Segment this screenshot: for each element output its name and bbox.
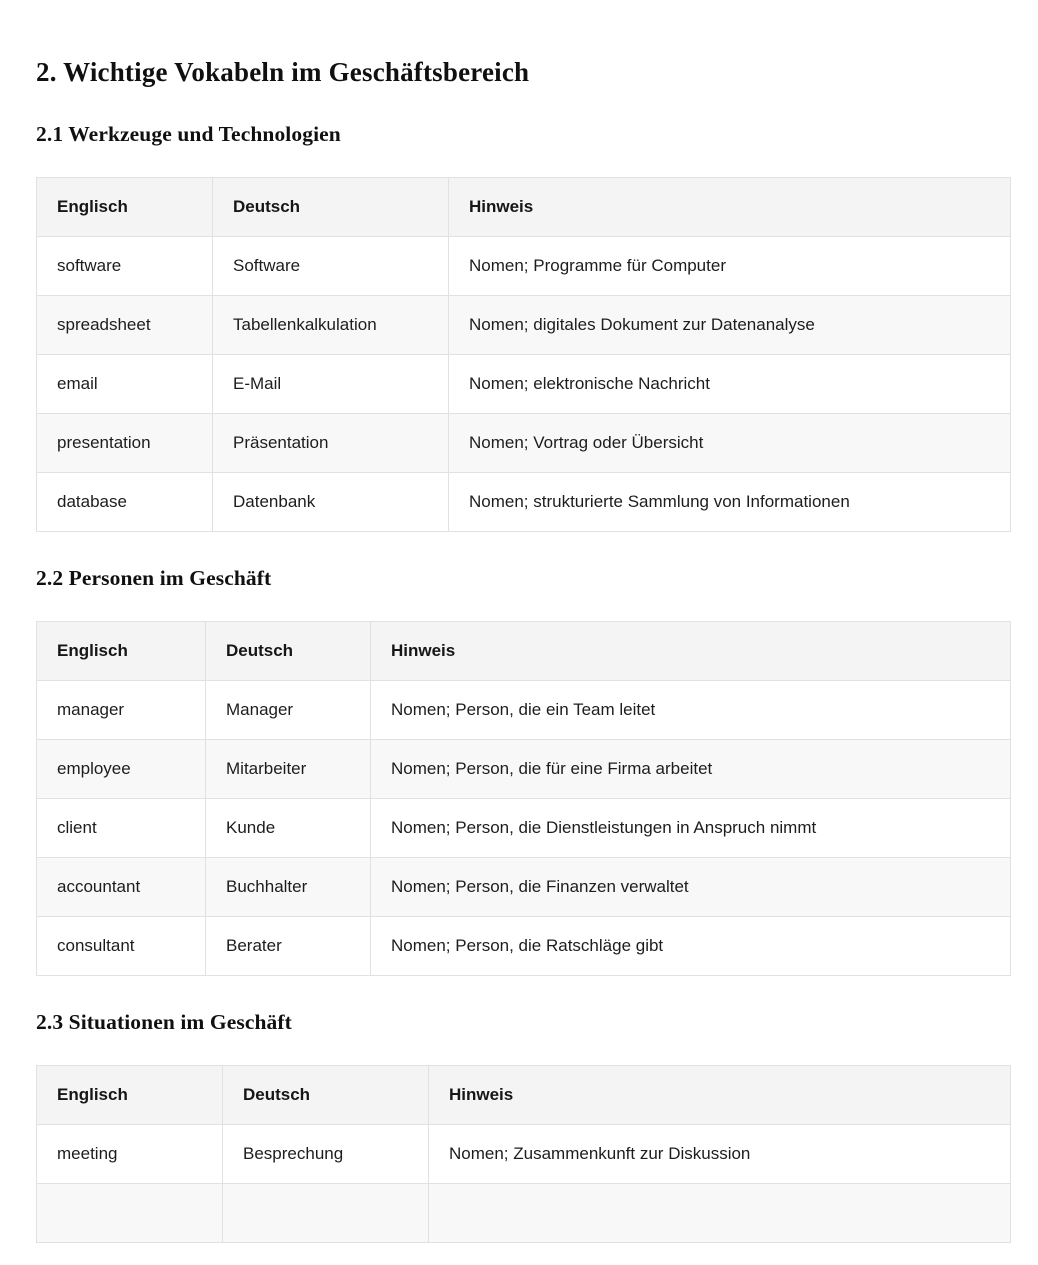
cell-englisch: email [37,355,213,414]
section-situations [36,1010,1010,1243]
cell-hinweis: Nomen; Programme für Computer [449,237,1011,296]
cell-deutsch: Tabellenkalkulation [213,296,449,355]
cell-empty [223,1184,429,1243]
cell-englisch: accountant [37,858,206,917]
table-row [37,473,1011,532]
cell-englisch: software [37,237,213,296]
column-header-englisch: Englisch [37,178,213,237]
cell-deutsch: Besprechung [223,1125,429,1184]
cell-hinweis: Nomen; Zusammenkunft zur Diskussion [429,1125,1011,1184]
table-row-partial [37,1184,1011,1243]
column-header-hinweis: Hinweis [449,178,1011,237]
table-row [37,799,1011,858]
section-heading-situations: 2.3 Situationen im Geschäft [36,1010,292,1035]
table-row [37,296,1011,355]
cell-hinweis: Nomen; Person, die Dienstleistungen in Anspruch nimmt [371,799,1011,858]
cell-englisch: meeting [37,1125,223,1184]
cell-englisch: database [37,473,213,532]
cell-empty [429,1184,1011,1243]
cell-hinweis: Nomen; Person, die Finanzen verwaltet [371,858,1011,917]
section-heading-tools: 2.1 Werkzeuge und Technologien [36,122,341,147]
vocab-table-situations [36,1065,1011,1243]
cell-deutsch: Kunde [206,799,371,858]
column-header-hinweis: Hinweis [429,1066,1011,1125]
cell-empty [37,1184,223,1243]
cell-hinweis: Nomen; strukturierte Sammlung von Informationen [449,473,1011,532]
vocabulary-document [0,57,1038,1243]
table-row [37,355,1011,414]
cell-hinweis: Nomen; digitales Dokument zur Datenanalyse [449,296,1011,355]
cell-deutsch: Mitarbeiter [206,740,371,799]
table-row [37,1125,1011,1184]
vocab-table-people [36,621,1011,976]
cell-hinweis: Nomen; Person, die für eine Firma arbeitet [371,740,1011,799]
column-header-deutsch: Deutsch [223,1066,429,1125]
column-header-englisch: Englisch [37,1066,223,1125]
header-row [37,178,1011,237]
table-row [37,740,1011,799]
cell-englisch: employee [37,740,206,799]
cell-hinweis: Nomen; Person, die ein Team leitet [371,681,1011,740]
section-tools-technologies [36,122,1010,532]
cell-hinweis: Nomen; Vortrag oder Übersicht [449,414,1011,473]
section-heading-people: 2.2 Personen im Geschäft [36,566,272,591]
table-row [37,858,1011,917]
table-row [37,917,1011,976]
cell-hinweis: Nomen; elektronische Nachricht [449,355,1011,414]
cell-englisch: manager [37,681,206,740]
column-header-deutsch: Deutsch [213,178,449,237]
cell-englisch: client [37,799,206,858]
cell-deutsch: Manager [206,681,371,740]
vocab-table-tools [36,177,1011,532]
header-row [37,622,1011,681]
section-people [36,566,1010,976]
table-row [37,681,1011,740]
cell-deutsch: Berater [206,917,371,976]
cell-deutsch: E-Mail [213,355,449,414]
cell-englisch: consultant [37,917,206,976]
cell-englisch: presentation [37,414,213,473]
column-header-deutsch: Deutsch [206,622,371,681]
cell-hinweis: Nomen; Person, die Ratschläge gibt [371,917,1011,976]
column-header-englisch: Englisch [37,622,206,681]
page-title: 2. Wichtige Vokabeln im Geschäftsbereich [36,57,530,87]
cell-deutsch: Datenbank [213,473,449,532]
cell-deutsch: Software [213,237,449,296]
table-row [37,237,1011,296]
cell-deutsch: Buchhalter [206,858,371,917]
cell-englisch: spreadsheet [37,296,213,355]
column-header-hinweis: Hinweis [371,622,1011,681]
table-row [37,414,1011,473]
header-row [37,1066,1011,1125]
cell-deutsch: Präsentation [213,414,449,473]
